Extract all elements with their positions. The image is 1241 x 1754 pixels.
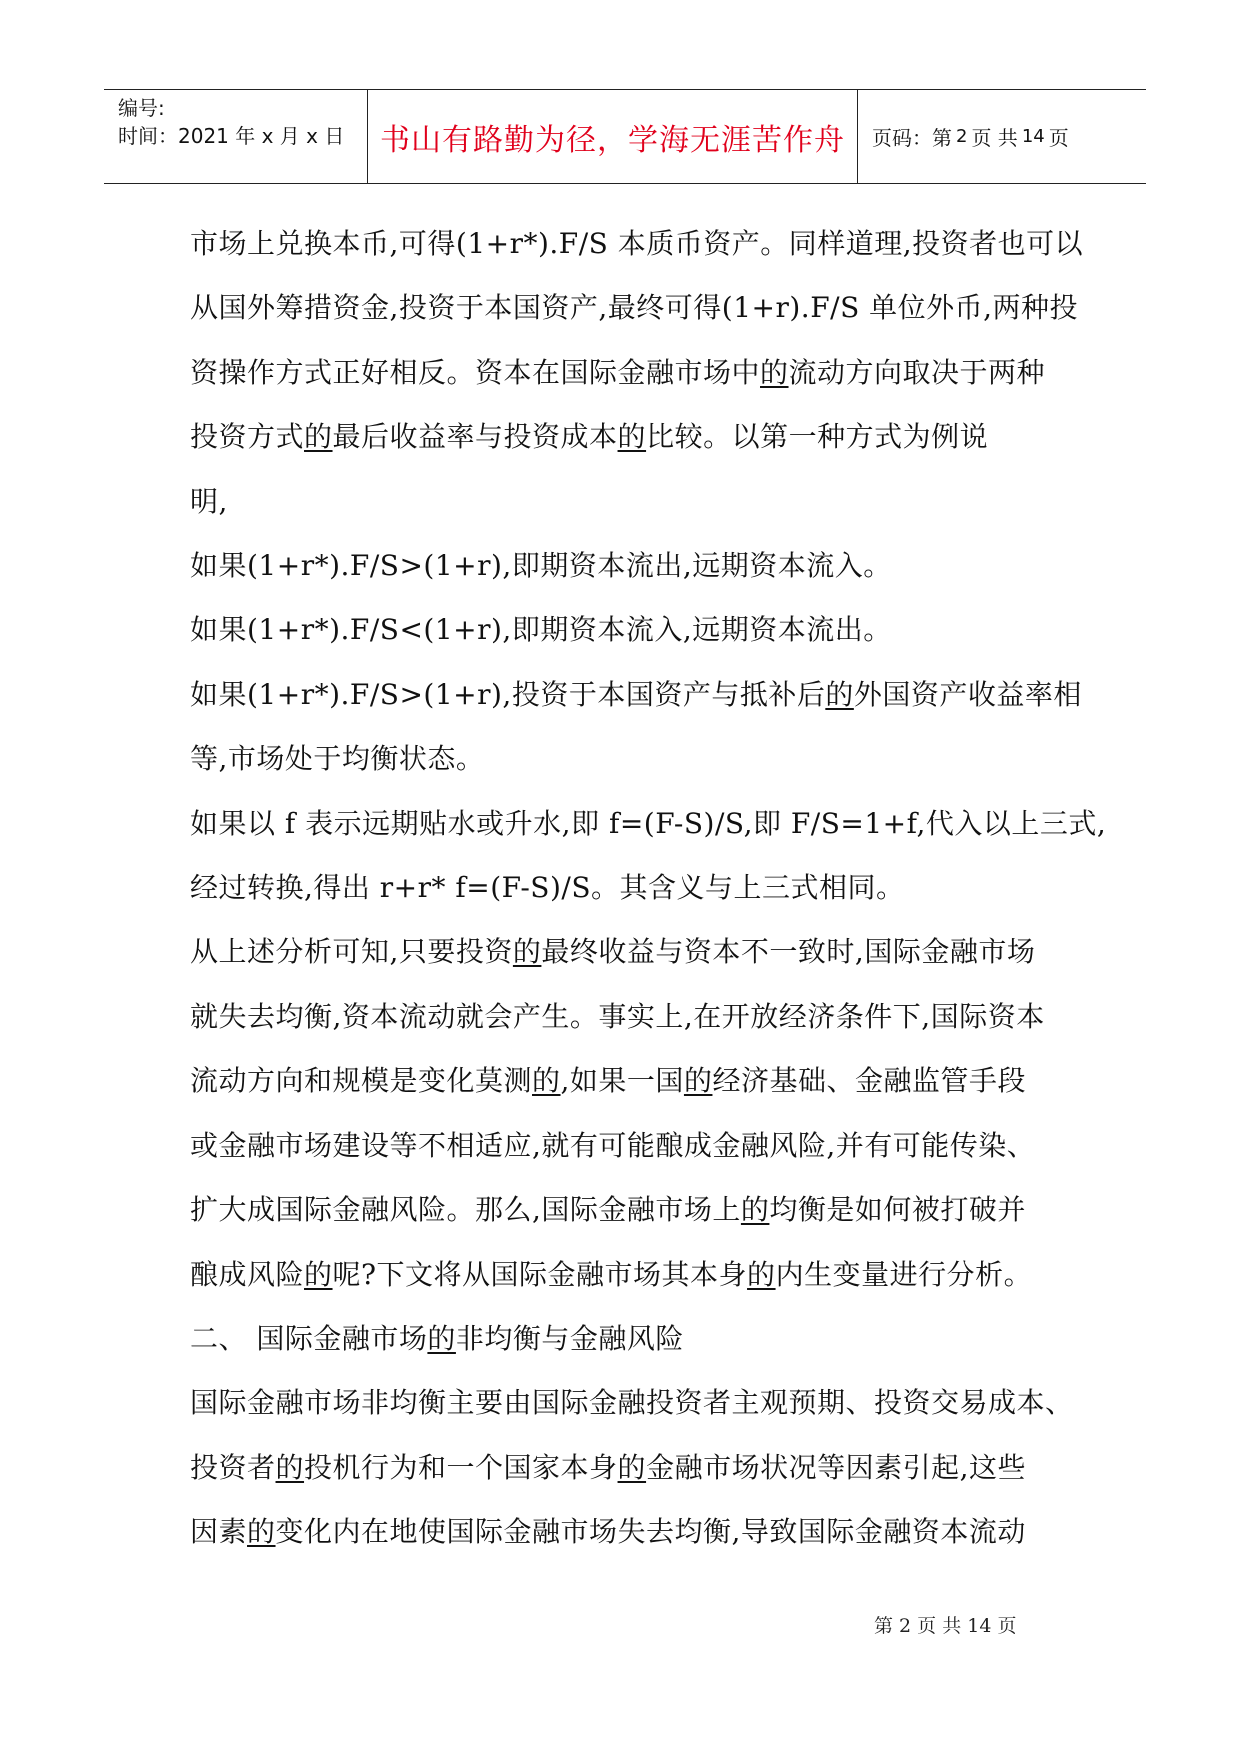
page-mid: 页 共: [971, 126, 1018, 150]
text-line: 投资者的投机行为和一个国家本身的金融市场状况等因素引起,这些: [190, 1450, 1026, 1484]
page-footer: 第 2 页 共 14 页: [874, 1615, 1017, 1637]
text-line: 酿成风险的呢?下文将从国际金融市场其本身的内生变量进行分析。: [190, 1257, 1033, 1291]
time-label: 时间：2021 年 x 月 x 日: [118, 124, 345, 148]
text-line: 国际金融市场非均衡主要由国际金融投资者主观预期、投资交易成本、: [190, 1386, 1074, 1420]
text-line: 从国外筹措资金,投资于本国资产,最终可得(1+r).F/S 单位外币,两种投: [190, 291, 1079, 325]
text-line: 如果以 f 表示远期贴水或升水,即 f=(F-S)/S,即 F/S=1+f,代入以上三式,: [190, 806, 1107, 840]
text-line: 等,市场处于均衡状态。: [190, 742, 485, 776]
text-line: 如果(1+r*).F/S>(1+r),投资于本国资产与抵补后的外国资产收益率相: [190, 677, 1082, 711]
page-suffix: 页: [1048, 126, 1069, 150]
text-line: 就失去均衡,资本流动就会产生。事实上,在开放经济条件下,国际资本: [190, 999, 1045, 1033]
page-total: 14: [1021, 126, 1045, 147]
header-meta: [104, 90, 368, 183]
document-body: [190, 212, 1107, 1565]
header-motto: 书山有路勤为径，学海无涯苦作舟: [368, 90, 858, 183]
text-line: 投资方式的最后收益率与投资成本的比较。以第一种方式为例说: [190, 420, 989, 454]
header-page-number: [858, 90, 1146, 183]
text-line: 从上述分析可知,只要投资的最终收益与资本不一致时,国际金融市场: [190, 935, 1036, 969]
text-line: 明,: [190, 484, 228, 518]
text-line: 二、 国际金融市场的非均衡与金融风险: [190, 1321, 684, 1355]
text-line: 市场上兑换本币,可得(1+r*).F/S 本质币资产。同样道理,投资者也可以: [190, 227, 1084, 260]
text-line: 流动方向和规模是变化莫测的,如果一国的经济基础、金融监管手段: [190, 1064, 1026, 1098]
text-line: 因素的变化内在地使国际金融市场失去均衡,导致国际金融资本流动: [190, 1515, 1026, 1549]
serial-label: 编号:: [118, 96, 165, 120]
text-line: 或金融市场建设等不相适应,就有可能酿成金融风险,并有可能传染、: [190, 1128, 1036, 1162]
text-line: 扩大成国际金融风险。那么,国际金融市场上的均衡是如何被打破并: [190, 1193, 1026, 1227]
text-line: 如果(1+r*).F/S>(1+r),即期资本流出,远期资本流入。: [190, 549, 892, 583]
page-header: [104, 89, 1146, 184]
text-line: 经过转换,得出 r+r* f=(F-S)/S。其含义与上三式相同。: [190, 871, 905, 905]
text-line: 如果(1+r*).F/S<(1+r),即期资本流入,远期资本流出。: [190, 613, 892, 647]
page-num: 2: [956, 126, 968, 147]
text-line: 资操作方式正好相反。资本在国际金融市场中的流动方向取决于两种: [190, 355, 1046, 389]
page-prefix: 页码：第: [872, 126, 952, 150]
